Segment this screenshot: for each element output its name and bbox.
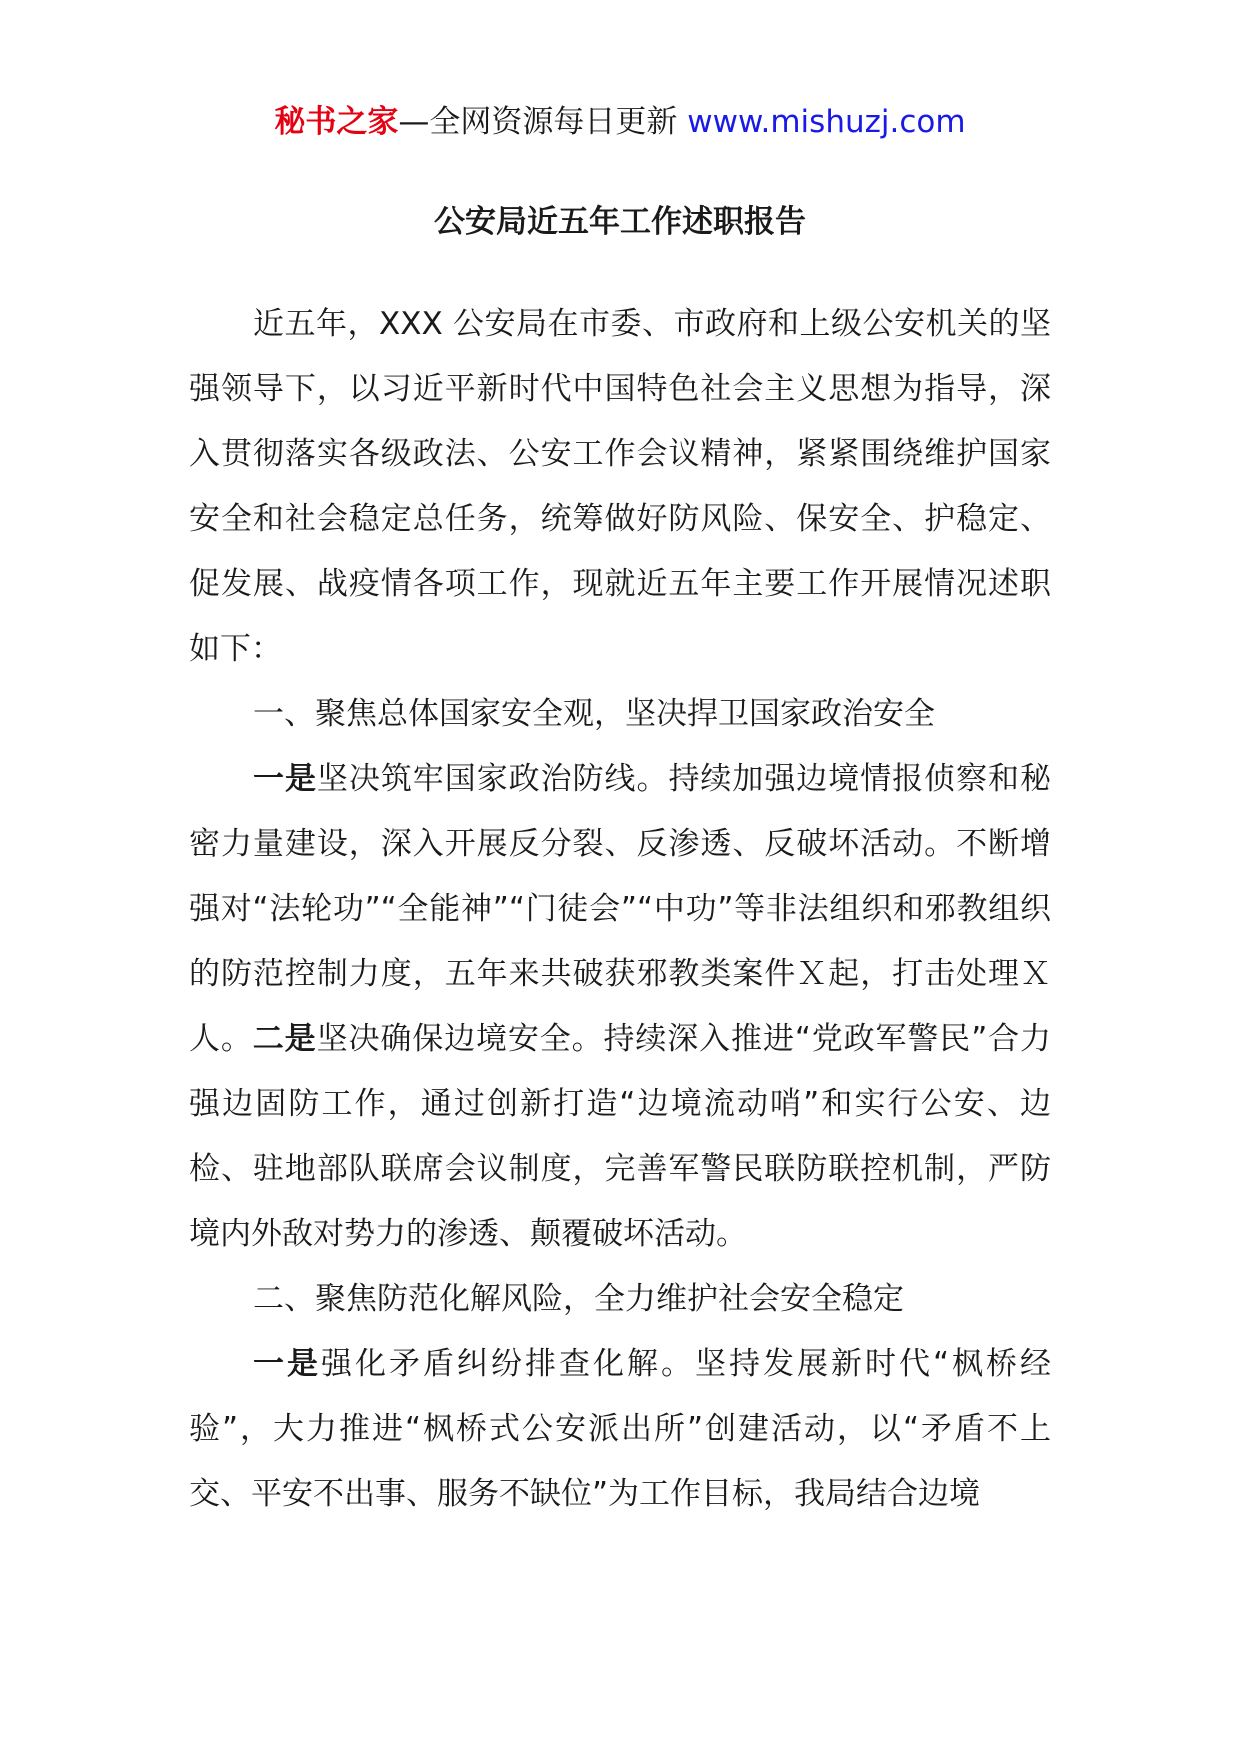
document-title: 公安局近五年工作述职报告 [434, 204, 806, 240]
point-text-1: 坚决筑牢国家政治防线。持续加强边境情报侦察和秘密力量建设，深入开展反分裂、反渗透、反破坏活动。不断增强对“法轮功”“全能神”“门徒会”“中功”等非法组织和邪教组织的防范控制力度，五年来共破获邪教类案件Ｘ起，打击处理Ｘ人。 [189, 761, 1052, 1057]
site-url-link[interactable]: www.mishuzj.com [687, 104, 966, 140]
point-text-3: 强化矛盾纠纷排查化解。坚持发展新时代“枫桥经验”，大力推进“枫桥式公安派出所”创建活动，以“矛盾不上交、平安不出事、服务不缺位”为工作目标，我局结合边境 [189, 1346, 1052, 1512]
site-slogan: —全网资源每日更新 [398, 104, 688, 140]
point-lead-3: 一是 [253, 1346, 321, 1382]
section-heading-1: 一、聚焦总体国家安全观，坚决捍卫国家政治安全 [253, 696, 935, 732]
point-text-2: 坚决确保边境安全。持续深入推进“党政军警民”合力强边固防工作，通过创新打造“边境流动哨”和实行公安、边检、驻地部队联席会议制度，完善军警民联防联控机制，严防境内外敌对势力的渗透、颠覆破坏活动。 [189, 1021, 1052, 1252]
document-body [189, 292, 1051, 1527]
brand-name: 秘书之家 [274, 104, 399, 140]
section-heading-2: 二、聚焦防范化解风险，全力维护社会安全稳定 [253, 1281, 904, 1317]
section-2-paragraph [189, 1332, 1051, 1527]
section-1-paragraph [189, 747, 1051, 1267]
point-lead-2: 二是 [252, 1021, 317, 1057]
point-lead-1: 一是 [253, 761, 317, 797]
site-header [0, 100, 1240, 144]
intro-paragraph: 近五年，XXX 公安局在市委、市政府和上级公安机关的坚强领导下，以习近平新时代中国特色社会主义思想为指导，深入贯彻落实各级政法、公安工作会议精神，紧紧围绕维护国家安全和社会稳定总任务，统筹做好防风险、保安全、护稳定、促发展、战疫情各项工作，现就近五年主要工作开展情况述职如下： [189, 306, 1051, 667]
